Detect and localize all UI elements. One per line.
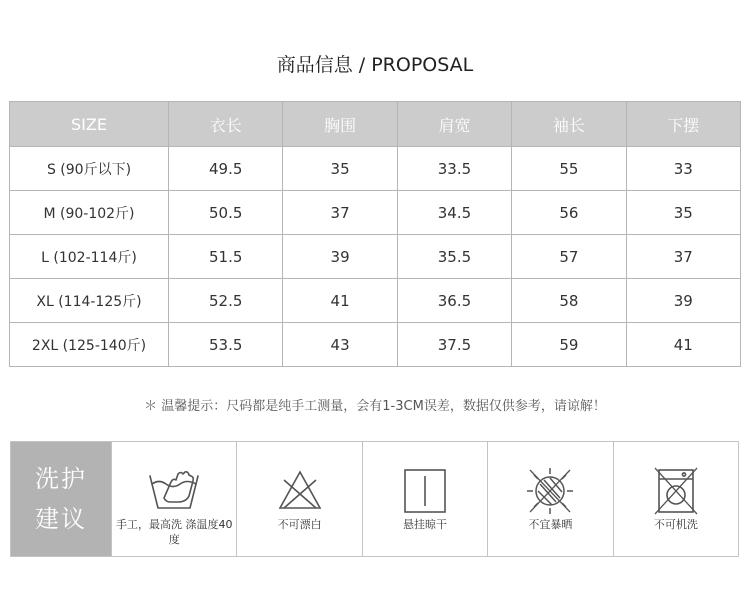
care-item-hand-wash bbox=[111, 442, 236, 556]
care-label: 不宜暴晒 bbox=[528, 518, 573, 531]
column-header-hem: 下摆 bbox=[626, 102, 740, 147]
column-header-shoulder: 肩宽 bbox=[397, 102, 511, 147]
value-cell: 53.5 bbox=[169, 323, 283, 367]
care-instructions bbox=[10, 441, 739, 557]
no-bleach-icon bbox=[270, 464, 330, 520]
no-sun-exposure-icon bbox=[520, 464, 580, 520]
value-cell: 33.5 bbox=[397, 147, 511, 191]
column-header-length: 衣长 bbox=[169, 102, 283, 147]
value-cell: 34.5 bbox=[397, 191, 511, 235]
size-cell: 2XL (125-140斤) bbox=[10, 323, 169, 367]
table-row bbox=[10, 323, 741, 367]
value-cell: 58 bbox=[512, 279, 626, 323]
size-cell: L (102-114斤) bbox=[10, 235, 169, 279]
care-label: 手工，最高洗 涤温度40度 bbox=[115, 518, 233, 546]
value-cell: 35 bbox=[626, 191, 740, 235]
care-heading bbox=[11, 442, 111, 556]
value-cell: 39 bbox=[283, 235, 397, 279]
hand-wash-icon bbox=[144, 464, 204, 520]
table-row bbox=[10, 147, 741, 191]
value-cell: 59 bbox=[512, 323, 626, 367]
table-row bbox=[10, 235, 741, 279]
size-table bbox=[9, 101, 741, 367]
value-cell: 41 bbox=[626, 323, 740, 367]
column-header-sleeve: 袖长 bbox=[512, 102, 626, 147]
value-cell: 50.5 bbox=[169, 191, 283, 235]
value-cell: 55 bbox=[512, 147, 626, 191]
size-cell: XL (114-125斤) bbox=[10, 279, 169, 323]
value-cell: 52.5 bbox=[169, 279, 283, 323]
column-header-size: SIZE bbox=[10, 102, 169, 147]
value-cell: 49.5 bbox=[169, 147, 283, 191]
measurement-note: ＊ 温馨提示：尺码都是纯手工测量，会有1-3CM误差，数据仅供参考，请谅解！ bbox=[144, 399, 606, 414]
table-header-row bbox=[10, 102, 741, 147]
value-cell: 43 bbox=[283, 323, 397, 367]
table-row bbox=[10, 191, 741, 235]
size-cell: S (90斤以下) bbox=[10, 147, 169, 191]
care-label: 不可机洗 bbox=[653, 518, 698, 531]
value-cell: 35.5 bbox=[397, 235, 511, 279]
value-cell: 35 bbox=[283, 147, 397, 191]
care-item-no-machine-wash bbox=[613, 442, 738, 556]
size-cell: M (90-102斤) bbox=[10, 191, 169, 235]
care-label: 悬挂晾干 bbox=[403, 518, 448, 531]
hang-dry-icon bbox=[395, 464, 455, 520]
care-item-no-sun bbox=[487, 442, 612, 556]
value-cell: 36.5 bbox=[397, 279, 511, 323]
value-cell: 51.5 bbox=[169, 235, 283, 279]
value-cell: 39 bbox=[626, 279, 740, 323]
value-cell: 37 bbox=[626, 235, 740, 279]
value-cell: 57 bbox=[512, 235, 626, 279]
value-cell: 41 bbox=[283, 279, 397, 323]
care-heading-line: 建议 bbox=[35, 505, 87, 533]
value-cell: 37.5 bbox=[397, 323, 511, 367]
no-machine-wash-icon bbox=[646, 464, 706, 520]
column-header-chest: 胸围 bbox=[283, 102, 397, 147]
value-cell: 33 bbox=[626, 147, 740, 191]
care-item-no-bleach bbox=[236, 442, 361, 556]
care-heading-line: 洗护 bbox=[35, 465, 87, 493]
care-label: 不可漂白 bbox=[277, 518, 322, 531]
value-cell: 56 bbox=[512, 191, 626, 235]
value-cell: 37 bbox=[283, 191, 397, 235]
care-item-hang-dry bbox=[362, 442, 487, 556]
table-row bbox=[10, 279, 741, 323]
page-title: 商品信息 / PROPOSAL bbox=[276, 54, 474, 76]
